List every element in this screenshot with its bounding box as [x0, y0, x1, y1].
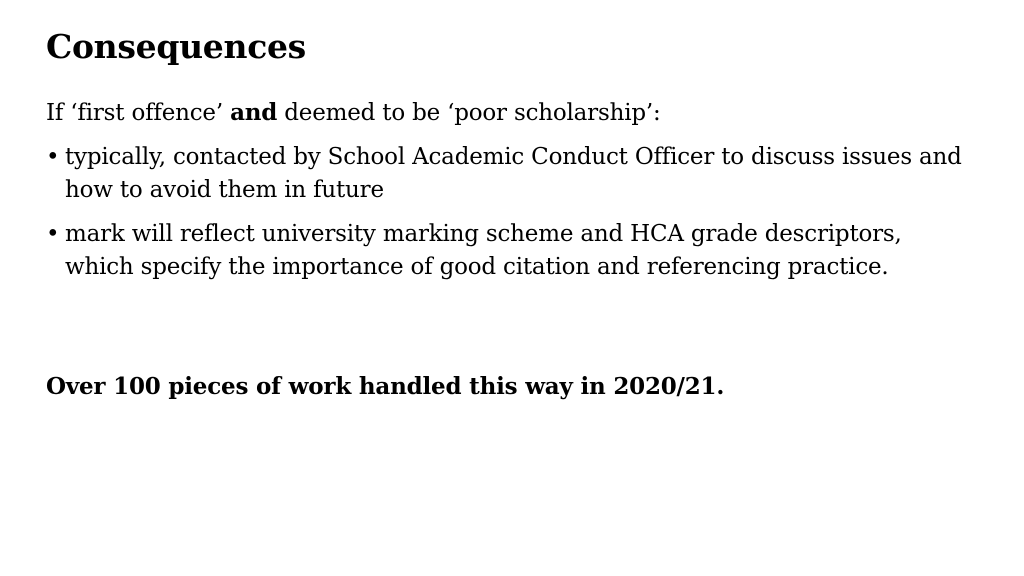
- closing-statement: Over 100 pieces of work handled this way in 2020/21.: [46, 373, 725, 400]
- intro-line: [46, 96, 966, 130]
- slide-body: [46, 96, 966, 295]
- bullet-text: mark will reflect university marking scheme and HCA grade descriptors, which specify the importance of good citation and referencing practice.: [65, 221, 902, 280]
- bullet-text: typically, contacted by School Academic Conduct Officer to discuss issues and how to avoid them in future: [65, 144, 962, 203]
- intro-text-after: deemed to be ‘poor scholarship’:: [277, 100, 661, 126]
- bullet-item: [46, 141, 966, 207]
- slide-title: Consequences: [46, 27, 306, 66]
- intro-text-before: If ‘first offence’: [46, 100, 231, 126]
- bullet-list: [46, 141, 966, 284]
- bullet-marker: •: [46, 144, 60, 170]
- intro-emphasis: and: [230, 99, 278, 126]
- bullet-item: [46, 218, 966, 284]
- bullet-marker: •: [46, 221, 60, 247]
